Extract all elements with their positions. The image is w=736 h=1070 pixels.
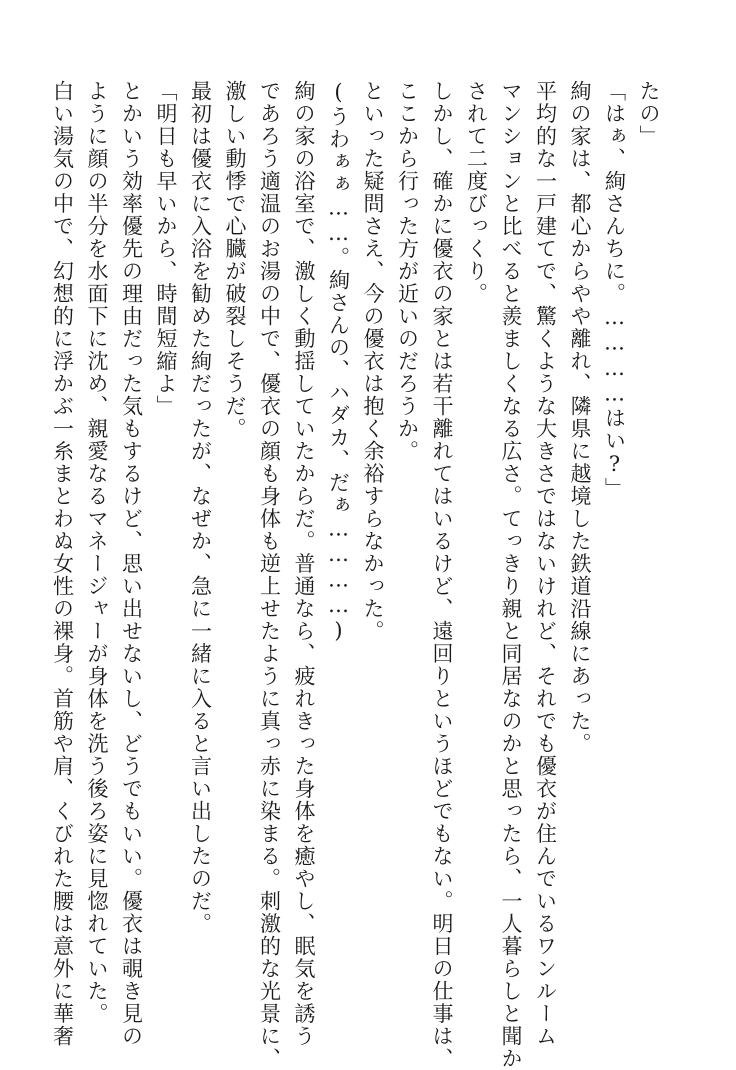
text-line: ように顔の半分を水面下に沈め、親愛なるマネージャーが身体を洗う後ろ姿に見惚れていた。 [85, 80, 109, 1025]
text-line: 白い湯気の中で、幻想的に浮かぶ一糸まとわぬ女性の裸身。首筋や肩、くびれた腰は意外に華奢 [50, 80, 75, 1048]
text-line: であろう適温のお湯の中で、優衣の顔も身体も逆上せたように真っ赤に染まる。刺激的な光景に、 [257, 80, 282, 1070]
text-line: といった疑問さえ、今の優衣は抱く余裕すらなかった。 [361, 80, 385, 643]
text-line: 絢の家の浴室で、激しく動揺していたからだ。普通なら、疲れきった身体を癒やし、眠気を誘う [292, 80, 316, 1048]
text-line: 「明日も早いから、時間短縮よ」 [154, 80, 178, 418]
text-line: しかし、確かに優衣の家とは若干離れてはいるけど、遠回りというほどでもない。明日の仕事は、 [430, 80, 454, 1070]
text-line: 「はぁ、絢さんちに。…………はい?」 [602, 80, 627, 500]
text-line: 激しい動悸で心臓が破裂しそうだ。 [223, 80, 247, 440]
text-line: 絢の家は、都心からやや離れ、隣県に越境した鉄道沿線にあった。 [568, 80, 592, 755]
text-line: 最初は優衣に入浴を勧めた絢だったが、なぜか、急に一緒に入ると言い出したのだ。 [188, 80, 213, 935]
text-line: ここから行った方が近いのだろうか。 [395, 80, 420, 463]
text-line: たの」 [637, 80, 661, 148]
vertical-text-body [46, 80, 666, 1070]
text-line: されて二度びっくり。 [464, 80, 489, 305]
text-line: とかいう効率優先の理由だった気もするけど、思い出せないし、どうでもいい。優衣は覗き見の [119, 80, 144, 1048]
text-line: (うわぁぁ……。絢さんの、ハダカ、だぁ…………) [326, 80, 351, 644]
text-line: マンションと比べると羨ましくなる広さ。てっきり親と同居なのかと思ったら、一人暮らしと聞か [499, 80, 523, 1070]
text-line: 平均的な一戸建てで、驚くような大きさではないけれど、それでも優衣が住んでいるワンルーム [533, 80, 558, 1048]
